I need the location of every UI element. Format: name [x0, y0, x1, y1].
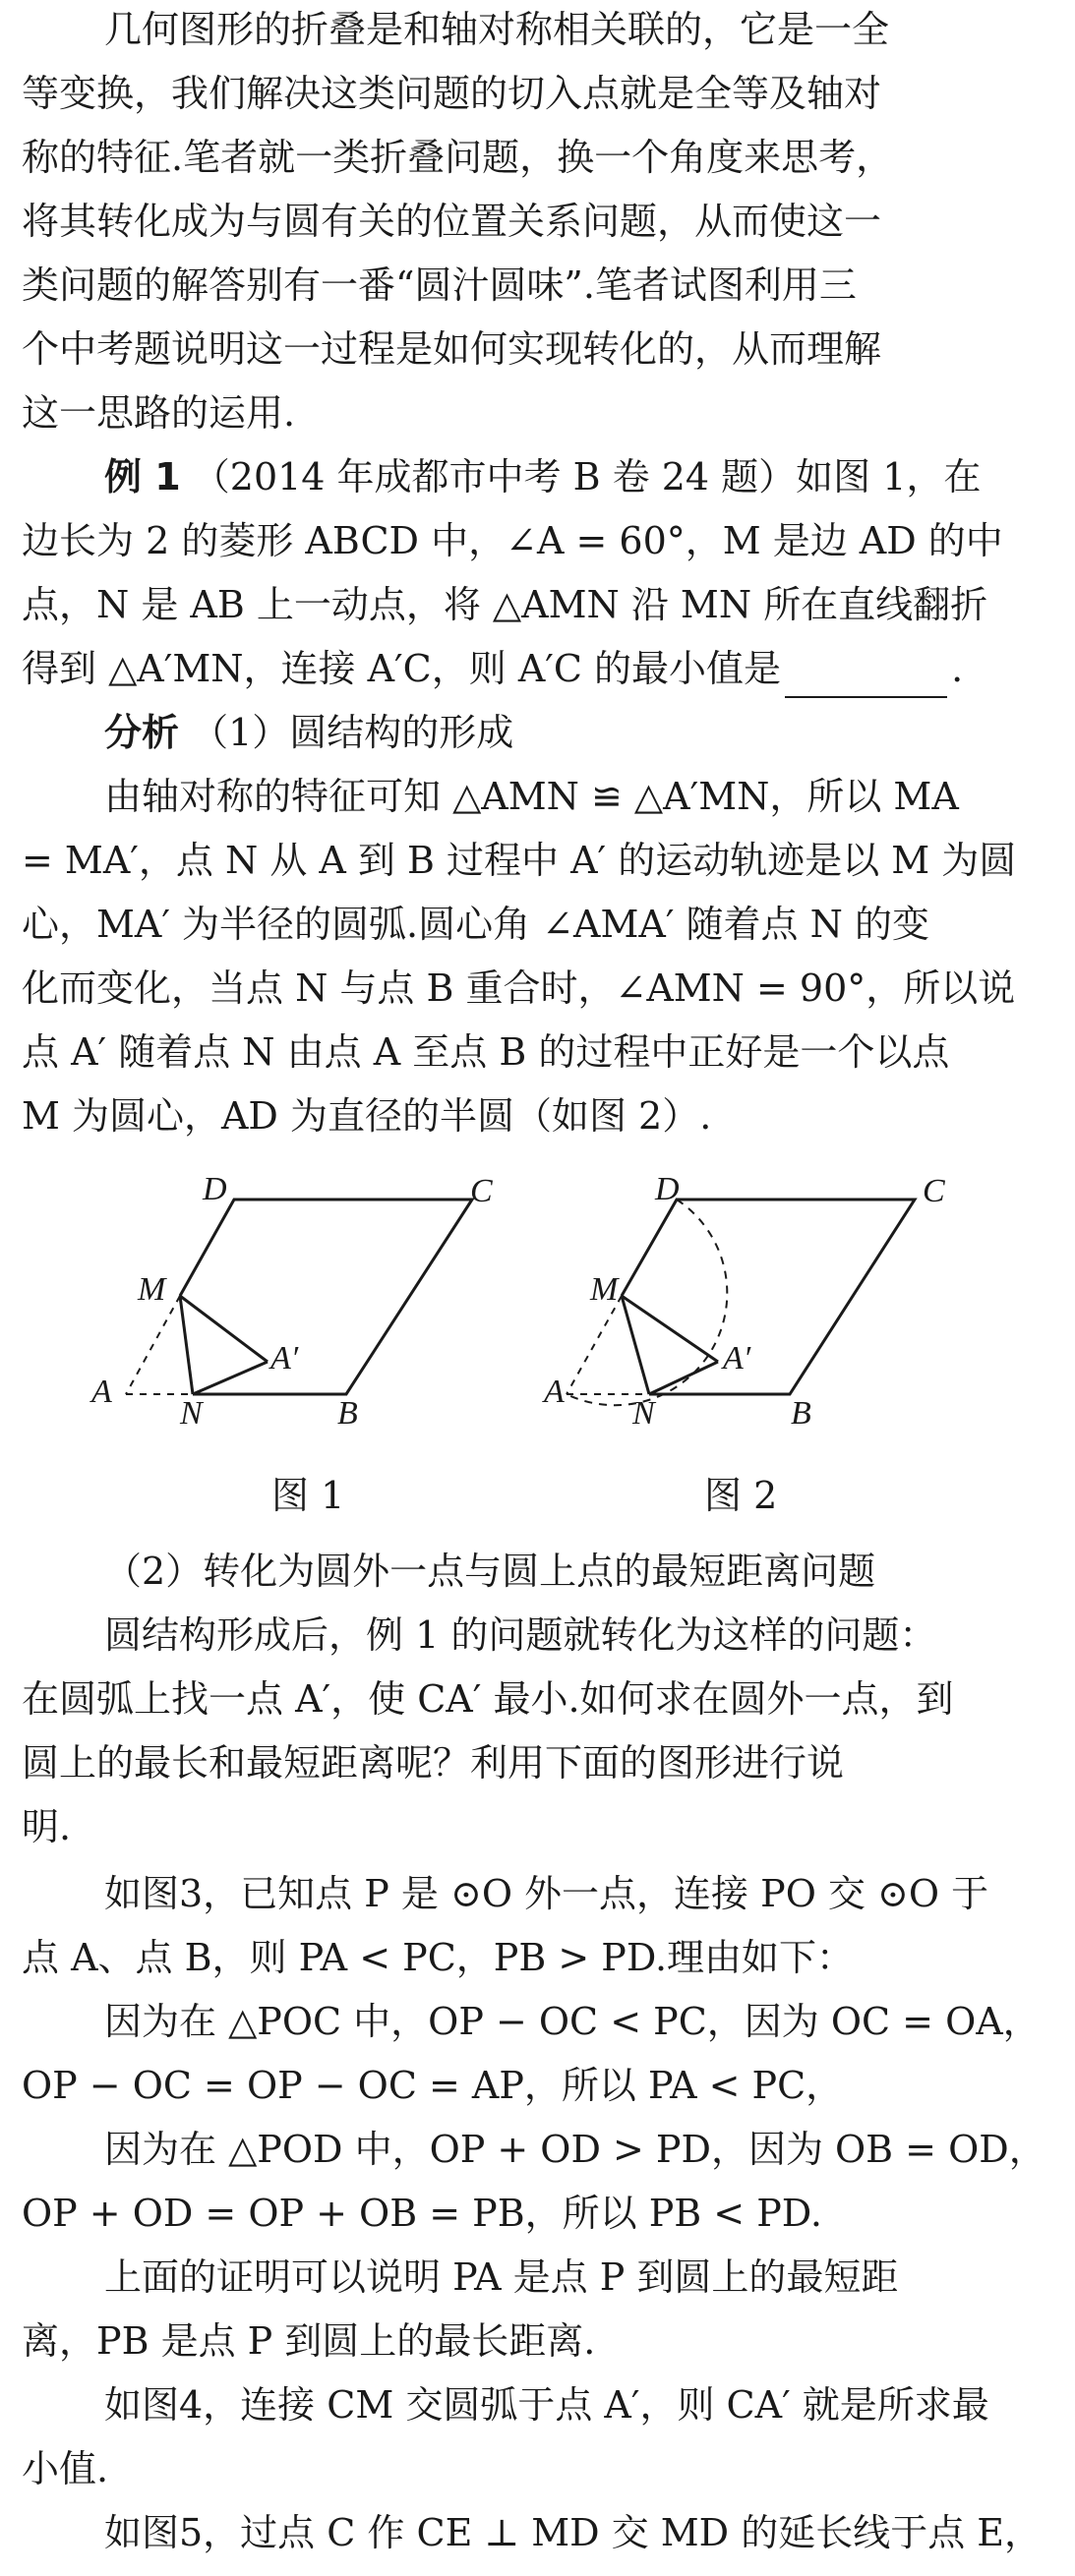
analysis-line-4: 化而变化，当点 N 与点 B 重合时，∠AMN = 90°，所以说 — [22, 966, 1016, 1010]
example-line-1-rest: （2014 年成都市中考 B 卷 24 题）如图 1，在 — [192, 455, 982, 498]
section2-heading: （2）转化为圆外一点与圆上点的最短距离问题 — [104, 1550, 876, 1593]
fig1-label-a: A — [91, 1374, 112, 1410]
example-line-4-text: 得到 △A′MN，连接 A′C，则 A′C 的最小值是 — [22, 647, 782, 690]
fig2-rhombus-sides — [622, 1200, 915, 1394]
fig1-segment-mn — [180, 1296, 193, 1394]
proof-line-6: OP + OD = OP + OB = PB，所以 PB < PD. — [22, 2192, 822, 2235]
figures-diagram — [0, 1155, 1075, 1450]
intro-line-4: 将其转化成为与圆有关的位置关系问题，从而使这一 — [22, 200, 882, 243]
example-label: 例 1 — [104, 455, 181, 498]
fig1-label-c: C — [470, 1173, 493, 1209]
analysis-line-1: 由轴对称的特征可知 △AMN ≌ △A′MN，所以 MA — [104, 775, 959, 818]
fig1-label-b: B — [337, 1395, 358, 1432]
fig1-dashed-am — [126, 1296, 180, 1394]
fig1-segment-ma-prime — [180, 1296, 268, 1362]
proof-line-5: 因为在 △POD 中，OP + OD > PD，因为 OB = OD， — [104, 2128, 1046, 2171]
intro-line-1: 几何图形的折叠是和轴对称相关联的，它是一全 — [104, 8, 890, 51]
fig1-label-a-prime: A′ — [270, 1340, 299, 1376]
proof-line-7: 上面的证明可以说明 PA 是点 P 到圆上的最短距 — [104, 2255, 899, 2299]
analysis-line-5: 点 A′ 随着点 N 由点 A 至点 B 的过程中正好是一个以点 — [22, 1030, 950, 1074]
intro-line-7: 这一思路的运用. — [22, 391, 296, 435]
section2-line-3: 圆上的最长和最短距离呢？利用下面的图形进行说 — [22, 1741, 845, 1785]
analysis-heading-rest: （1）圆结构的形成 — [191, 711, 514, 754]
intro-line-2: 等变换，我们解决这类问题的切入点就是全等及轴对 — [22, 72, 882, 115]
fig2-caption: 图 2 — [704, 1474, 778, 1517]
example-line-4 — [22, 639, 1054, 698]
analysis-line-2: = MA′，点 N 从 A 到 B 过程中 A′ 的运动轨迹是以 M 为圆 — [22, 839, 1017, 882]
section2-line-4: 明. — [22, 1805, 72, 1848]
fig1-label-m: M — [138, 1271, 166, 1308]
proof-line-1: 如图3，已知点 P 是 ⊙O 外一点，连接 PO 交 ⊙O 于 — [104, 1872, 989, 1915]
analysis-line-6: M 为圆心，AD 为直径的半圆（如图 2）. — [22, 1094, 712, 1138]
fig2-label-n: N — [632, 1395, 655, 1432]
fig1-segment-na-prime — [193, 1362, 268, 1394]
answer-blank — [785, 657, 947, 698]
section2-line-2: 在圆弧上找一点 A′，使 CA′ 最小.如何求在圆外一点，到 — [22, 1677, 954, 1721]
fig1-label-n: N — [180, 1395, 203, 1432]
fig2-label-c: C — [923, 1173, 945, 1209]
proof-line-10: 小值. — [22, 2447, 109, 2490]
fig2-dashed-am — [567, 1296, 622, 1394]
fig2-label-a-prime: A′ — [723, 1340, 751, 1376]
section2-line-1: 圆结构形成后，例 1 的问题就转化为这样的问题： — [104, 1613, 937, 1657]
fig1-rhombus-sides — [180, 1200, 472, 1394]
analysis-heading — [104, 703, 1054, 762]
proof-line-2: 点 A、点 B，则 PA < PC，PB > PD.理由如下： — [22, 1936, 855, 1979]
proof-line-3: 因为在 △POC 中，OP − OC < PC，因为 OC = OA， — [104, 2000, 1041, 2043]
example-line-2: 边长为 2 的菱形 ABCD 中，∠A = 60°，M 是边 AD 的中 — [22, 519, 1003, 562]
proof-line-11: 如图5，过点 C 作 CE ⊥ MD 交 MD 的延长线于点 E， — [104, 2511, 1043, 2554]
proof-line-8: 离，PB 是点 P 到圆上的最长距离. — [22, 2319, 596, 2363]
intro-line-6: 个中考题说明这一过程是如何实现转化的，从而理解 — [22, 327, 882, 371]
analysis-line-3: 心，MA′ 为半径的圆弧.圆心角 ∠AMA′ 随着点 N 的变 — [22, 903, 929, 946]
fig1-label-d: D — [203, 1171, 227, 1207]
proof-line-4: OP − OC = OP − OC = AP，所以 PA < PC， — [22, 2064, 844, 2107]
intro-line-3: 称的特征.笔者就一类折叠问题，换一个角度来思考， — [22, 136, 894, 179]
fig1-caption: 图 1 — [271, 1474, 345, 1517]
fig2-label-b: B — [791, 1395, 811, 1432]
example-line-1 — [104, 447, 1054, 506]
example-line-3: 点，N 是 AB 上一动点，将 △AMN 沿 MN 所在直线翻折 — [22, 583, 988, 626]
analysis-label: 分析 — [104, 711, 180, 754]
fig2-label-a: A — [544, 1374, 565, 1410]
proof-line-9: 如图4，连接 CM 交圆弧于点 A′，则 CA′ 就是所求最 — [104, 2383, 989, 2427]
fig2-label-m: M — [590, 1271, 619, 1308]
example-line-4-end: . — [951, 647, 964, 690]
fig2-segment-na-prime — [649, 1362, 718, 1394]
intro-line-5: 类问题的解答别有一番“圆汁圆味”.笔者试图利用三 — [22, 263, 857, 307]
fig2-label-d: D — [655, 1171, 680, 1207]
